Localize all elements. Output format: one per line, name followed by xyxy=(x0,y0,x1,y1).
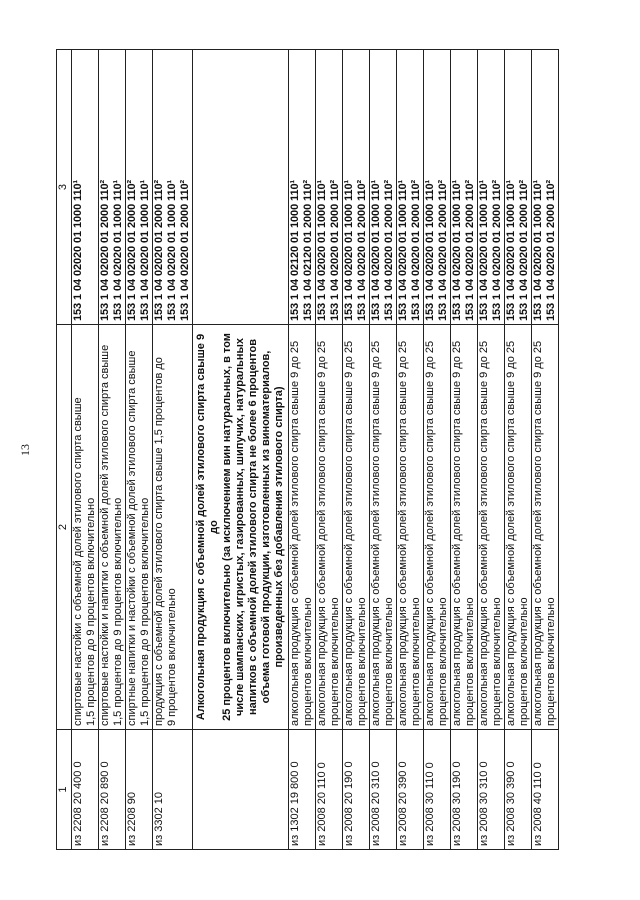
budget-code-line: 153 1 04 02020 01 1000 110¹ xyxy=(112,179,124,321)
product-description xyxy=(424,325,451,730)
table-row xyxy=(505,50,532,850)
budget-classification-code xyxy=(316,50,343,325)
budget-classification-code xyxy=(126,50,153,325)
commodity-code: из 2008 20 390 0 xyxy=(397,730,424,850)
description-line: процентов включительно xyxy=(545,597,557,726)
commodity-code: из 2208 90 xyxy=(126,730,153,850)
product-description xyxy=(153,325,193,730)
budget-classification-code xyxy=(424,50,451,325)
budget-code-line: 153 1 04 02020 01 2000 110² xyxy=(383,179,395,321)
description-line: спиртные напитки и настойки с объемной долей этилового спирта свыше xyxy=(126,350,138,726)
table-body-top xyxy=(72,50,193,850)
description-line: процентов включительно xyxy=(356,597,368,726)
description-line: алкогольная продукция с объемной долей этилового спирта свыше 9 до 25 xyxy=(478,340,490,726)
description-line: процентов включительно xyxy=(464,597,476,726)
table-row xyxy=(478,50,505,850)
budget-classification-code xyxy=(370,50,397,325)
description-line: 1,5 процентов до 9 процентов включительно xyxy=(139,497,151,726)
product-description xyxy=(478,325,505,730)
budget-classification-code xyxy=(153,50,193,325)
commodity-code: из 1302 19 800 0 xyxy=(289,730,316,850)
budget-code-line: 153 1 04 02020 01 1000 110¹ xyxy=(397,179,409,321)
section-header-body xyxy=(193,50,289,850)
budget-code-line: 153 1 04 02020 01 1000 110¹ xyxy=(139,179,151,321)
budget-code-line: 153 1 04 02020 01 2000 110² xyxy=(545,179,557,321)
commodity-code: из 2008 20 310 0 xyxy=(370,730,397,850)
product-description xyxy=(126,325,153,730)
budget-code-line: 153 1 04 02020 01 1000 110¹ xyxy=(343,179,355,321)
budget-classification-code xyxy=(505,50,532,325)
description-line: спиртовые настойки с объемной долей этилового спирта свыше xyxy=(72,397,84,726)
product-description xyxy=(370,325,397,730)
column-number: 2 xyxy=(57,325,72,730)
table-row xyxy=(343,50,370,850)
budget-code-line: 153 1 04 02020 01 2000 110² xyxy=(518,179,530,321)
budget-code-line: 153 1 04 02020 01 1000 110¹ xyxy=(424,179,436,321)
commodity-code: из 2008 30 310 0 xyxy=(478,730,505,850)
budget-code-line: 153 1 04 02020 01 1000 110¹ xyxy=(166,179,178,321)
table-row xyxy=(424,50,451,850)
budget-classification-code xyxy=(478,50,505,325)
description-line: алкогольная продукция с объемной долей этилового спирта свыше 9 до 25 xyxy=(397,340,409,726)
table-row xyxy=(370,50,397,850)
budget-code-line: 153 1 04 02020 01 1000 110¹ xyxy=(505,179,517,321)
budget-code-line: 153 1 04 02020 01 2000 110² xyxy=(491,179,503,321)
description-line: алкогольная продукция с объемной долей этилового спирта свыше 9 до 25 xyxy=(532,340,544,726)
product-description xyxy=(505,325,532,730)
budget-code-line: 153 1 04 02020 01 2000 110² xyxy=(126,179,138,321)
budget-classification-code xyxy=(532,50,559,325)
section-header-line: произведенных без добавления этилового спирта) xyxy=(273,386,285,668)
budget-classification-code xyxy=(397,50,424,325)
budget-code-line: 153 1 04 02020 01 2000 110² xyxy=(179,179,191,321)
description-line: процентов включительно xyxy=(410,597,422,726)
commodity-code: из 2008 30 390 0 xyxy=(505,730,532,850)
commodity-code: из 2008 20 110 0 xyxy=(316,730,343,850)
commodity-code: из 3302 10 xyxy=(153,730,193,850)
description-line: алкогольная продукция с объемной долей этилового спирта свыше 9 до 25 xyxy=(451,340,463,726)
description-line: процентов включительно xyxy=(518,597,530,726)
commodity-code: из 2208 20 400 0 xyxy=(72,730,99,850)
section-header-line: числе шампанских, игристых, газированных, шипучих, натуральных xyxy=(234,337,246,717)
budget-code-line: 153 1 04 02020 01 2000 110² xyxy=(99,179,111,321)
product-description xyxy=(451,325,478,730)
description-line: процентов включительно xyxy=(302,597,314,726)
budget-code-line: 153 1 04 02020 01 2000 110² xyxy=(410,179,422,321)
description-line: алкогольная продукция с объемной долей этилового спирта свыше 9 до 25 xyxy=(505,340,517,726)
description-line: алкогольная продукция с объемной долей этилового спирта свыше 9 до 25 xyxy=(424,340,436,726)
column-number: 1 xyxy=(57,730,72,850)
description-line: процентов включительно xyxy=(383,597,395,726)
section-header xyxy=(193,325,289,730)
description-line: процентов включительно xyxy=(437,597,449,726)
description-line: алкогольная продукция с объемной долей этилового спирта свыше 9 до 25 xyxy=(370,340,382,726)
table-row xyxy=(532,50,559,850)
budget-code-line: 153 1 04 02020 01 1000 110¹ xyxy=(478,179,490,321)
product-description xyxy=(289,325,316,730)
description-line: алкогольная продукция с объемной долей этилового спирта свыше 9 до 25 xyxy=(343,340,355,726)
table-body-bottom xyxy=(289,50,559,850)
budget-classification-code xyxy=(289,50,316,325)
product-description xyxy=(532,325,559,730)
budget-code-line: 153 1 04 02120 01 2000 110² xyxy=(302,179,314,321)
column-number: 3 xyxy=(57,50,72,325)
column-number-row xyxy=(57,50,72,850)
table-row xyxy=(153,50,193,850)
product-description xyxy=(343,325,370,730)
description-line: спиртовые настойки и напитки с объемной долей этилового спирта свыше xyxy=(99,344,111,726)
table-row xyxy=(397,50,424,850)
commodity-code: из 2208 20 890 0 xyxy=(99,730,126,850)
budget-code-line: 153 1 04 02020 01 2000 110² xyxy=(437,179,449,321)
budget-code-line: 153 1 04 02020 01 1000 110¹ xyxy=(72,179,84,321)
budget-code-line: 153 1 04 02020 01 2000 110² xyxy=(329,179,341,321)
description-line: 1,5 процентов до 9 процентов включительно xyxy=(112,497,124,726)
table-row xyxy=(289,50,316,850)
section-header-line: Алкогольная продукция с объемной долей этилового спирта свыше 9 до xyxy=(195,333,220,721)
product-description xyxy=(72,325,99,730)
codes-table xyxy=(56,49,559,850)
table-row xyxy=(72,50,99,850)
budget-code-line: 153 1 04 02020 01 1000 110¹ xyxy=(451,179,463,321)
page-number: 13 xyxy=(18,444,32,456)
description-line: алкогольная продукция с объемной долей этилового спирта свыше 9 до 25 xyxy=(316,340,328,726)
product-description xyxy=(99,325,126,730)
commodity-code: из 2008 30 190 0 xyxy=(451,730,478,850)
product-description xyxy=(397,325,424,730)
budget-code-line: 153 1 04 02020 01 2000 110² xyxy=(356,179,368,321)
section-header-line: 25 процентов включительно (за исключением вин натуральных, в том xyxy=(221,333,233,721)
budget-classification-code xyxy=(343,50,370,325)
table-row xyxy=(451,50,478,850)
budget-classification-code xyxy=(72,50,99,325)
description-line: продукция с объемной долей этилового спирта свыше 1,5 процентов до xyxy=(153,357,165,726)
budget-code-line: 153 1 04 02020 01 2000 110² xyxy=(153,179,165,321)
budget-code-line: 153 1 04 02020 01 1000 110¹ xyxy=(370,179,382,321)
section-header-row xyxy=(193,50,289,850)
product-description xyxy=(316,325,343,730)
budget-code-line: 153 1 04 02020 01 1000 110¹ xyxy=(316,179,328,321)
budget-code-line: 153 1 04 02020 01 2000 110² xyxy=(464,179,476,321)
section-header-line: объема готовой продукции, изготовленных из виноматериалов, xyxy=(260,350,272,704)
description-line: 9 процентов включительно xyxy=(166,588,178,726)
budget-classification-code xyxy=(99,50,126,325)
description-line: 1,5 процентов до 9 процентов включительно xyxy=(85,497,97,726)
description-line: алкогольная продукция с объемной долей этилового спирта свыше 9 до 25 xyxy=(289,340,301,726)
budget-code-line: 153 1 04 02120 01 1000 110¹ xyxy=(289,179,301,321)
description-line: процентов включительно xyxy=(329,597,341,726)
commodity-code: из 2008 20 190 0 xyxy=(343,730,370,850)
description-line: процентов включительно xyxy=(491,597,503,726)
commodity-code: из 2008 30 110 0 xyxy=(424,730,451,850)
budget-classification-code xyxy=(451,50,478,325)
table-row xyxy=(126,50,153,850)
table-row xyxy=(99,50,126,850)
section-header-line: напитков с объемной долей этилового спирта не более 6 процентов xyxy=(247,338,259,716)
commodity-code: из 2008 40 110 0 xyxy=(532,730,559,850)
budget-code-line: 153 1 04 02020 01 1000 110¹ xyxy=(532,179,544,321)
table-row xyxy=(316,50,343,850)
